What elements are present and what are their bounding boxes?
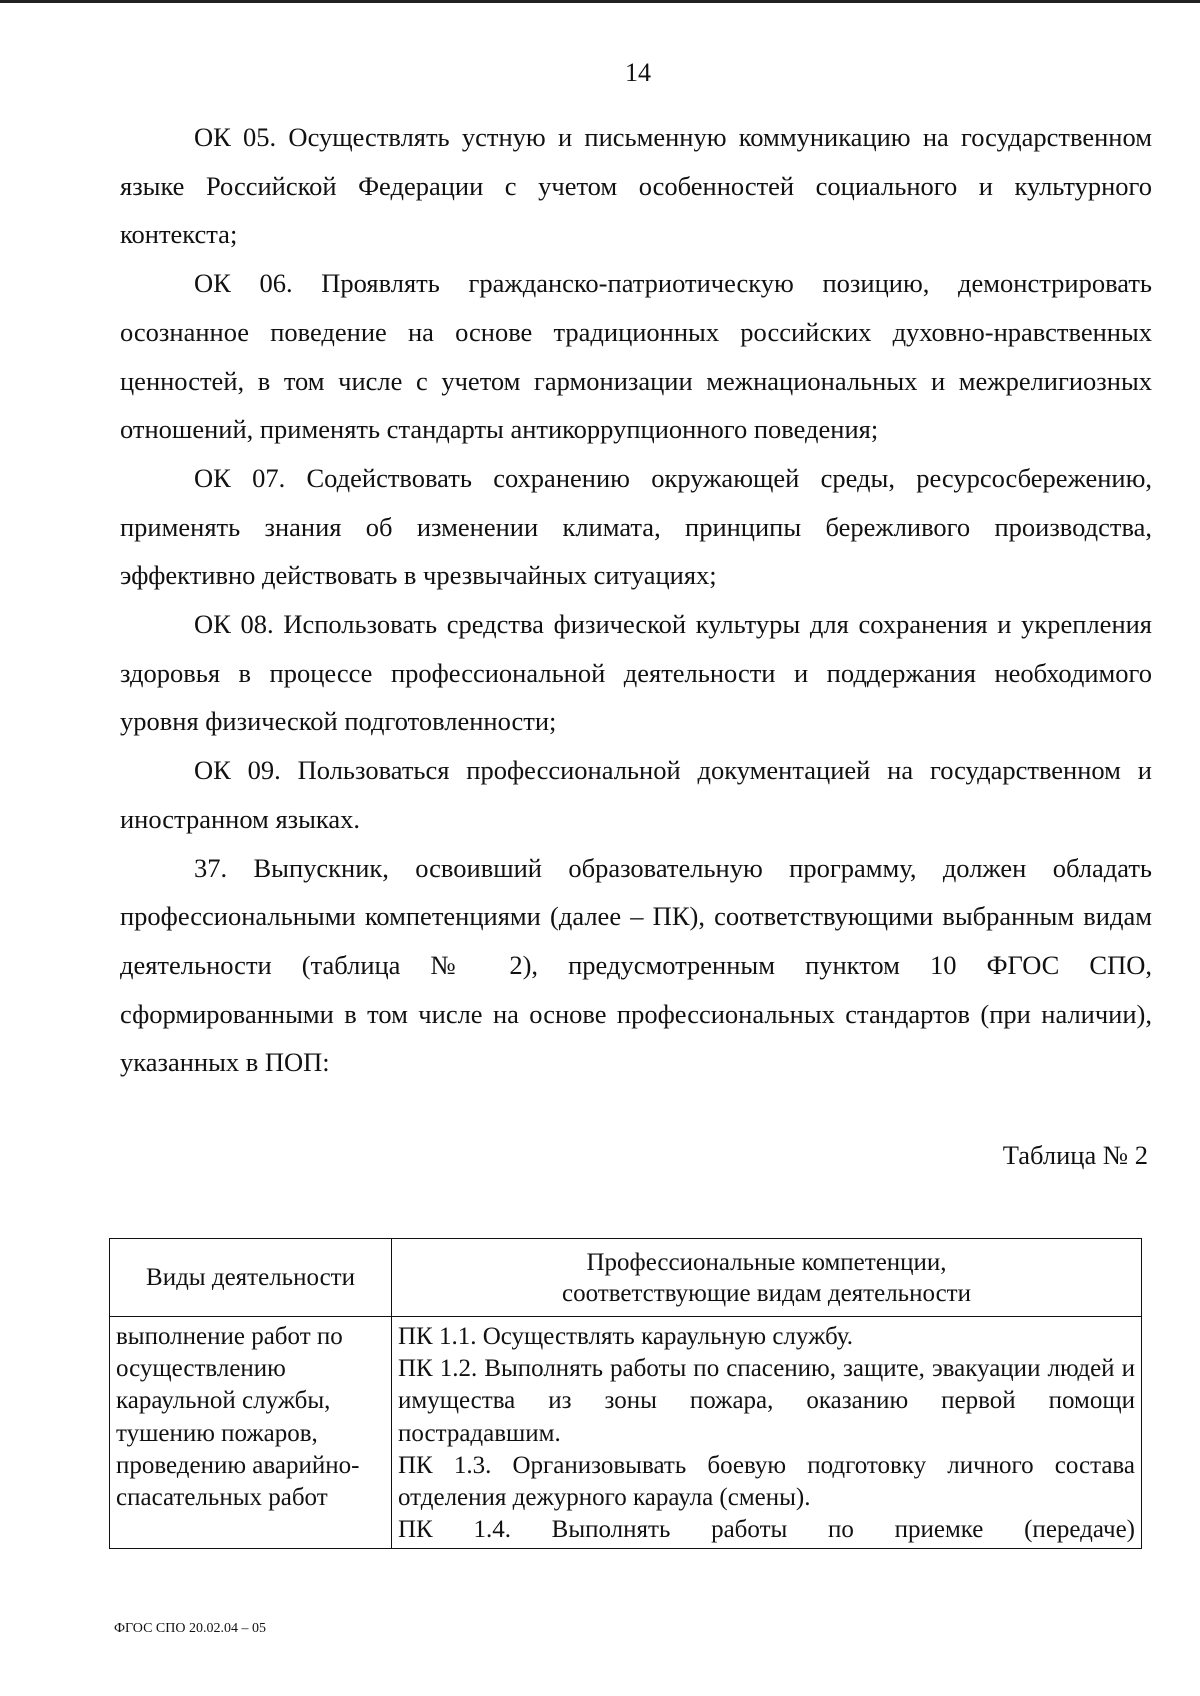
competence-table (109, 1238, 1142, 1549)
header-competences (392, 1239, 1142, 1317)
competence-pk-1-1: ПК 1.1. Осуществлять караульную службу. (398, 1323, 854, 1350)
footer-standard-code: ФГОС СПО 20.02.04 – 05 (114, 1621, 266, 1636)
paragraph-ok08: ОК 08. Использовать средства физической культуры для сохранения и укрепления здоровья в процессе профессиональной деятельности и поддержания необходимого уровня физической подготовленности; (120, 609, 1152, 737)
cell-activity: выполнение работ по осуществлению караульной службы, тушению пожаров, проведению аварийно-спасательных работ (110, 1317, 392, 1549)
paragraph-37: 37. Выпускник, освоивший образовательную программу, должен обладать профессиональными компетенциями (далее – ПК), соответствующими выбранным видам деятельности (таблица № 2), предусмотренным пунктом 10 ФГОС СПО, сформированными в том числе на основе профессиональных стандартов (при наличии), указанных в ПОП: (120, 852, 1152, 1078)
paragraph-ok07: ОК 07. Содействовать сохранению окружающей среды, ресурсосбережению, применять знания об изменении климата, принципы бережливого производства, эффективно действовать в чрезвычайных ситуациях; (120, 462, 1152, 591)
table-header-row (110, 1239, 1142, 1317)
paragraph-ok05: ОК 05. Осуществлять устную и письменную коммуникацию на государственном языке Российской Федерации с учетом особенностей социального и культурного контекста; (120, 122, 1152, 250)
header-activity: Виды деятельности (110, 1239, 392, 1317)
table-caption: Таблица № 2 (1002, 1140, 1148, 1170)
header-competences-line1: Профессиональные компетенции, (586, 1248, 947, 1276)
competence-pk-1-3: ПК 1.3. Организовывать боевую подготовку личного состава отделения дежурного караула (смены). (398, 1451, 1135, 1512)
table-row (110, 1317, 1142, 1549)
paragraph-ok06: ОК 06. Проявлять гражданско-патриотическую позицию, демонстрировать осознанное поведение на основе традиционных российских духовно-нравственных ценностей, в том числе с учетом гармонизации межнациональных и межрелигиозных отношений, применять стандарты антикоррупционного поведения; (120, 268, 1152, 445)
scan-top-edge (0, 0, 1200, 3)
competence-pk-1-4: ПК 1.4. Выполнять работы по приемке (передаче) (398, 1516, 1135, 1544)
cell-competences (392, 1317, 1142, 1549)
page-number: 14 (625, 58, 651, 87)
document-body (120, 113, 1152, 1087)
paragraph-ok09: ОК 09. Пользоваться профессиональной документацией на государственном и иностранном языках. (120, 755, 1152, 834)
header-competences-line2: соответствующие видам деятельности (562, 1279, 971, 1307)
competence-pk-1-2: ПК 1.2. Выполнять работы по спасению, защите, эвакуации людей и имущества из зоны пожара, оказанию первой помощи пострадавшим. (398, 1355, 1135, 1447)
